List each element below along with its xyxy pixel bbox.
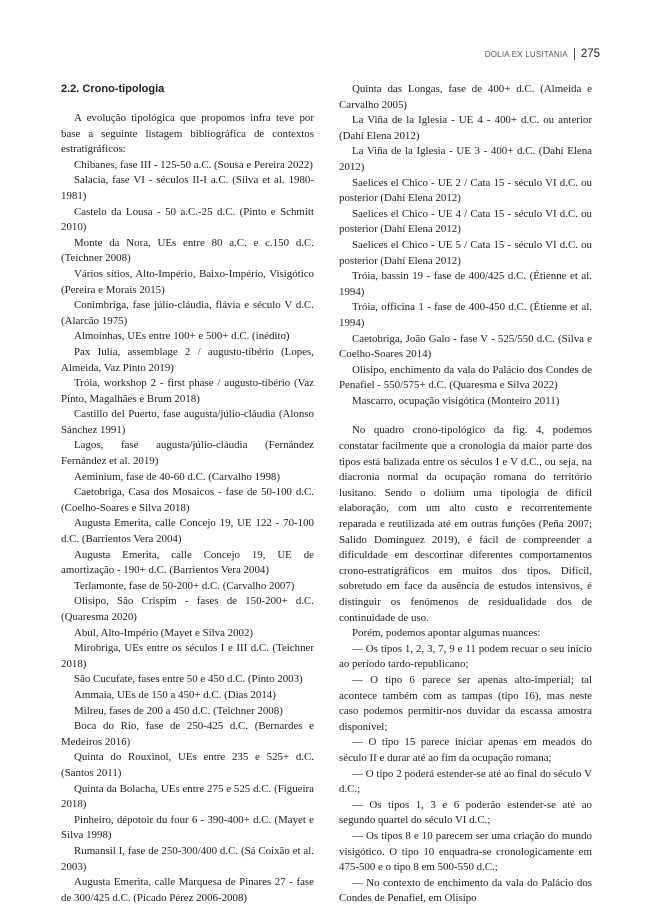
list-item: Quinta da Bolacha, UEs entre 275 e 525 d.C. (Figueira 2018) <box>61 782 314 811</box>
section-title: 2.2. Crono-tipologia <box>61 83 165 95</box>
list-item: Augusta Emerita, calle Concejo 19, UE 122 - 70-100 d.C. (Barrientos Vera 2004) <box>61 517 314 546</box>
list-item: Boca do Rio, fase de 250-425 d.C. (Bernardes e Medeiros 2016) <box>61 720 314 748</box>
running-title: DOLIA EX LUSITANIA <box>484 49 568 59</box>
list-item: La Viña de la Iglesia - UE 4 - 400+ d.C. ou anterior (Dahí Elena 2012) <box>339 114 592 142</box>
body-text <box>339 423 592 906</box>
list-item: Quinta do Rouxinol, UEs entre 235 e 525+ d.C. (Santos 2011) <box>61 751 314 779</box>
list-item: Terlamonte, fase de 50-200+ d.C. (Carvalho 2007) <box>74 579 295 592</box>
running-header <box>485 48 600 60</box>
list-item: Vários sítios, Alto-Império, Baixo-Império, Visigótico (Pereira e Morais 2015) <box>61 267 314 296</box>
list-item: Castelo da Lousa - 50 a.C.-25 d.C. (Pinto e Schmitt 2010) <box>61 205 314 234</box>
page-number: 275 <box>580 48 600 60</box>
list-item: Salacia, fase VI - séculos II-I a.C. (Silva et al. 1980-1981) <box>61 174 314 202</box>
list-item: Tróia, workshop 2 - first phase / augusto-tibério (Vaz Pinto, Magalhães e Brum 2018) <box>61 377 314 405</box>
list-item: Caetobriga, João Galo - fase V - 525/550 d.C. (Silva e Coelho-Soares 2014) <box>339 332 592 361</box>
paragraph: — Os tipos 1, 2, 3, 7, 9 e 11 podem recuar o seu início ao período tardo-republicano; <box>339 642 592 671</box>
list-item: Pax Iulia, assemblage 2 / augusto-tibério (Lopes, Almeida, Vaz Pinto 2019) <box>61 345 314 374</box>
list-item: Castillo del Puerto, fase augusta/júlio-cláudia (Alonso Sánchez 1991) <box>61 408 314 436</box>
list-item: Caetobriga, Casa dos Mosaicos - fase de 50-100 d.C. (Coelho-Soares e Silva 2018) <box>61 486 314 514</box>
paragraph: — O tipo 6 parece ser apenas alto-imperial; tal acontece também com as tampas (tipo 16), mas neste caso podemos permitir-nos duvidar da escassa amostra disponível; <box>339 673 592 733</box>
list-item: A evolução tipológica que propomos infra teve por base a seguinte listagem bibliográfica de contextos estratigráficos: <box>61 112 314 156</box>
list-item: Milreu, fases de 200 a 450 d.C. (Teichner 2008) <box>74 704 283 717</box>
list-item: Almoínhas, UEs entre 100+ e 500+ d.C. (inédito) <box>74 330 290 343</box>
list-item: Conimbriga, fase júlio-cláudia, flávia e século V d.C. (Alarcão 1975) <box>61 299 314 327</box>
list-item: Saelices el Chico - UE 2 / Cata 15 - século VI d.C. ou posterior (Dahí Elena 2012) <box>339 176 592 205</box>
list-item: Aeminium, fase de 40-60 d.C. (Carvalho 1998) <box>74 470 280 483</box>
list-item: Chibanes, fase III - 125-50 a.C. (Sousa e Pereira 2022) <box>74 158 313 171</box>
list-item: Mascarro, ocupação visigótica (Monteiro 2011) <box>352 394 560 407</box>
list-item: Pinheiro, dépotoir du four 6 - 390-400+ d.C. (Mayet e Silva 1998) <box>61 813 314 842</box>
list-item: Tróia, bassin 19 - fase de 400/425 d.C. (Étienne et al. 1994) <box>339 270 592 298</box>
left-column <box>61 82 314 906</box>
paragraph: — Os tipos 8 e 10 parecem ser uma criação do mundo visigótico. O tipo 10 enquadra-se cronologicamente em 475-500 e o tipo 8 em 500-550 d.C.; <box>339 829 592 874</box>
list-item: Lagos, fase augusta/júlio-cláudia (Fernández Fernández et al. 2019) <box>61 439 314 468</box>
list-item: Monte da Nora, UEs entre 80 a.C. e c.150 d.C. (Teichner 2008) <box>61 236 314 265</box>
header-divider <box>574 48 575 60</box>
list-item: Saelices el Chico - UE 4 / Cata 15 - século VI d.C. ou posterior (Dahí Elena 2012) <box>339 207 592 236</box>
paragraph: Porém, podemos apontar algumas nuances: <box>352 627 541 640</box>
list-item: Augusta Emerita, calle Concejo 19, UE de amortização - 190+ d.C. (Barrientos Vera 2004) <box>61 548 314 577</box>
list-item: Olisipo, São Crispim - fases de 150-200+ d.C. (Quaresma 2020) <box>61 595 314 623</box>
list-item: Saelices el Chico - UE 5 / Cata 15 - século VI d.C. ou posterior (Dahí Elena 2012) <box>339 238 592 267</box>
list-item: Augusta Emerita, calle Marquesa de Pinares 27 - fase de 300/425 d.C. (Picado Pérez 2006-2008) <box>61 876 314 904</box>
right-column <box>339 82 592 907</box>
list-item: Tróia, officina 1 - fase de 400-450 d.C. (Étienne et al. 1994) <box>339 301 592 329</box>
paragraph: — No contexto de enchimento da vala do Palácio dos Condes de Penafiel, em Olisipo <box>339 876 592 905</box>
paragraph: No quadro crono-tipológico da fig. 4, podemos constatar facilmente que a cronologia da maior parte dos tipos está balizada entre os séculos I e V d.C., ou seja, na diacronia normal da ocupação romana do território lusitano. Sendo o dolium uma tipologia de difícil elaboração, com um alto custo e recorrentemente reparada e reutilizada até em outras funções (Peña 2007; Salido Domínguez 2019), é fácil de compreender a dificuldade em descortinar diferentes comportamentos crono-estratigráficos em muitos dos tipos. Difícil, sobretudo em face da ausência de estudos intensivos, é distinguir os fenómenos de residualidade dos de continuidade de uso. <box>339 424 592 624</box>
paragraph: — O tipo 2 poderá estender-se até ao final do século V d.C.; <box>339 767 592 796</box>
reference-list-left <box>61 111 314 906</box>
list-item: La Viña de la Iglesia - UE 3 - 400+ d.C. (Dahí Elena 2012) <box>339 145 592 173</box>
list-item: São Cucufate, fases entre 50 e 450 d.C. (Pinto 2003) <box>74 673 303 686</box>
list-item: Olisipo, enchimento da vala do Palácio dos Condes de Penafiel - 550/575+ d.C. (Quaresma e Silva 2022) <box>339 363 592 392</box>
list-item: Ammaia, UEs de 150 a 450+ d.C. (Dias 2014) <box>74 688 276 701</box>
list-item: Quinta das Longas, fase de 400+ d.C. (Almeida e Carvalho 2005) <box>339 83 592 111</box>
list-item: Abul, Alto-Império (Mayet e Silva 2002) <box>74 626 254 639</box>
list-item: Rumansil I, fase de 250-300/400 d.C. (Sá Coixão et al. 2003) <box>61 844 314 873</box>
list-item: Mirobriga, UEs entre os séculos I e III d.C. (Teichner 2018) <box>61 642 314 670</box>
reference-list-right <box>339 82 592 409</box>
paragraph: — O tipo 15 parece iniciar apenas em meados do século II e durar até ao fim da ocupação romana; <box>339 736 592 764</box>
paragraph: — Os tipos 1, 3 e 6 poderão estender-se até ao segundo quartel do século VI d.C.; <box>339 798 592 827</box>
